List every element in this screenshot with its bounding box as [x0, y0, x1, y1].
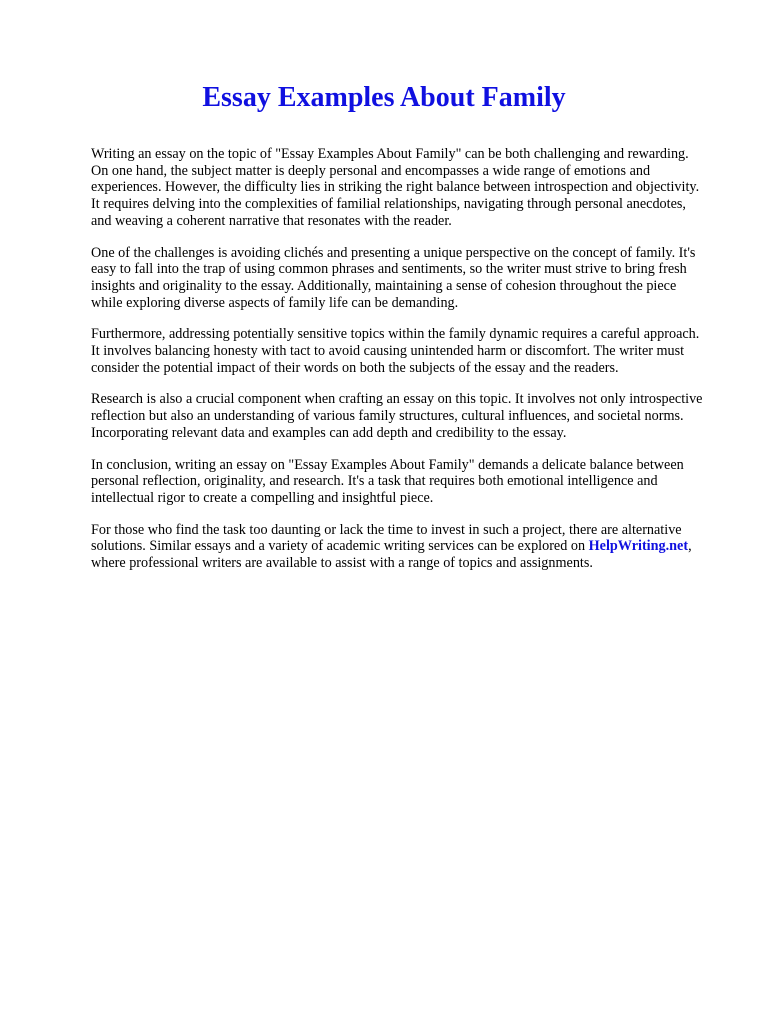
paragraph-6-text-before: For those who find the task too daunting or lack the time to invest in such a project, there are alternative solutions. Similar essays and a variety of academic writing services can be explored on [91, 521, 682, 555]
paragraph-2: One of the challenges is avoiding clichés and presenting a unique perspective on the concept of family. It's easy to fall into the trap of using common phrases and sentiments, so the writer must strive to bring fresh insights and originality to the essay. Additionally, maintaining a sense of cohesion throughout the piece while exploring diverse aspects of family life can be demanding. [91, 244, 696, 311]
paragraph-6 [91, 522, 705, 572]
page-title: Essay Examples About Family [202, 82, 566, 113]
essay-body [91, 146, 705, 587]
paragraph-6-text-after: , where professional writers are available to assist with a range of topics and assignments. [91, 538, 692, 572]
paragraph-1: Writing an essay on the topic of "Essay Examples About Family" can be both challenging and rewarding. On one hand, the subject matter is deeply personal and encompasses a wide range of emotions and experiences. However, the difficulty lies in striking the right balance between introspection and objectivity. It requires delving into the complexities of familial relationships, navigating through personal anecdotes, and weaving a coherent narrative that resonates with the reader. [91, 146, 700, 229]
paragraph-3: Furthermore, addressing potentially sensitive topics within the family dynamic requires a careful approach. It involves balancing honesty with tact to avoid causing unintended harm or discomfort. The writer must consider the potential impact of their words on both the subjects of the essay and the readers. [91, 326, 700, 376]
helpwriting-link[interactable]: HelpWriting.net [588, 538, 689, 555]
paragraph-5: In conclusion, writing an essay on "Essay Examples About Family" demands a delicate balance between personal reflection, originality, and research. It's a task that requires both emotional intelligence and intellectual rigor to create a compelling and insightful piece. [91, 456, 684, 506]
paragraph-4: Research is also a crucial component when crafting an essay on this topic. It involves not only introspective reflection but also an understanding of various family structures, cultural influences, and societal norms. Incorporating relevant data and examples can add depth and credibility to the essay. [91, 391, 703, 441]
